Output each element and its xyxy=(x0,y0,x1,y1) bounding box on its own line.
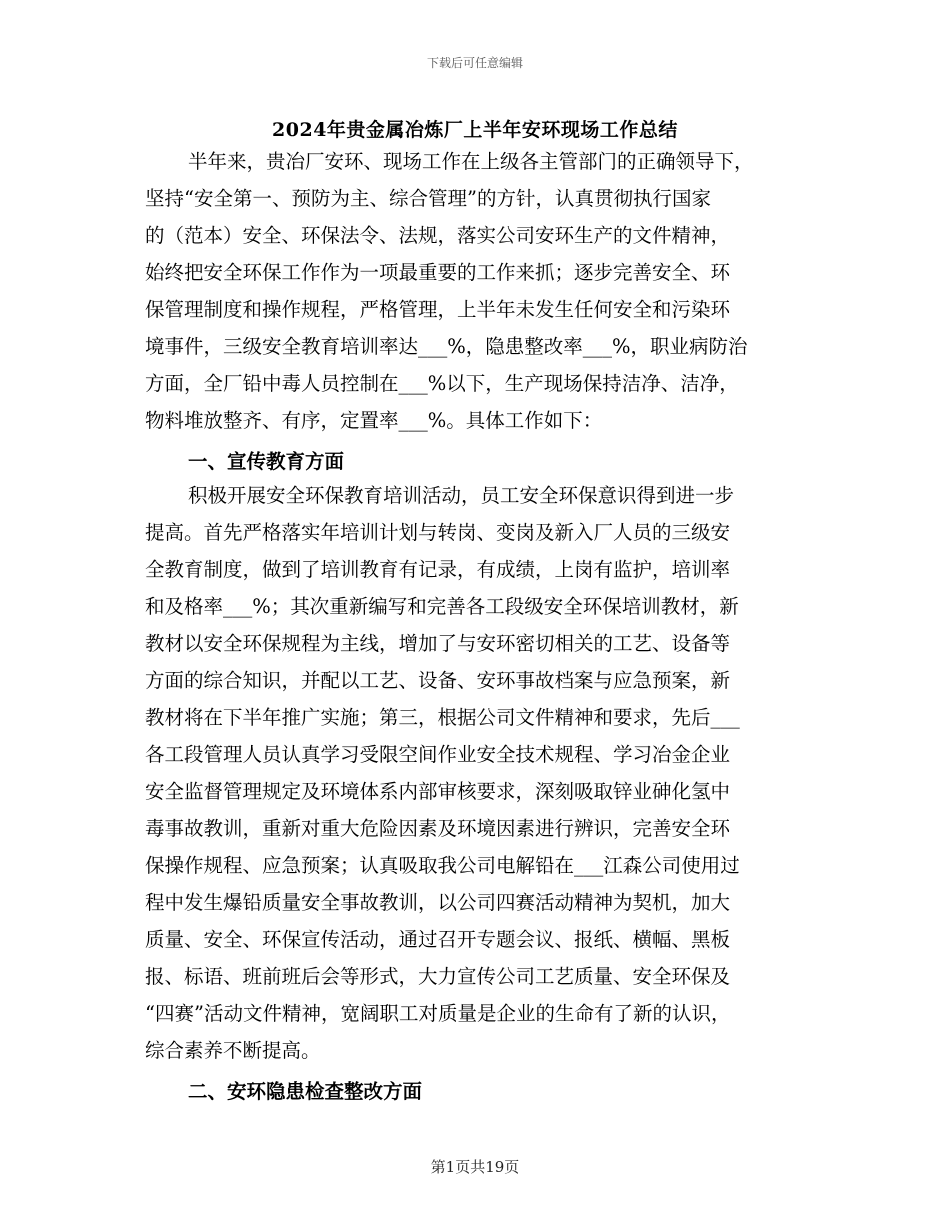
paragraph-2-line: 综合素养不断提高。 xyxy=(145,1039,321,1062)
paragraph-2-line: 程中发生爆铅质量安全事故教训，以公司四赛活动精神为契机，加大 xyxy=(145,891,731,914)
paragraph-2-line: 报、标语、班前班后会等形式，大力宣传公司工艺质量、安全环保及 xyxy=(145,965,731,988)
paragraph-1-line: 保管理制度和操作规程，严格管理，上半年未发生任何安全和污染环 xyxy=(145,298,731,321)
paragraph-2-line: 积极开展安全环保教育培训活动，员工安全环保意识得到进一步 xyxy=(188,484,735,507)
paragraph-1-line: 始终把安全环保工作作为一项最重要的工作来抓；逐步完善安全、环 xyxy=(145,261,731,284)
paragraph-1-line: 坚持“安全第一、预防为主、综合管理”的方针，认真贯彻执行国家 xyxy=(145,187,711,210)
paragraph-2-line: 各工段管理人员认真学习受限空间作业安全技术规程、学习冶金企业 xyxy=(145,743,731,766)
section-heading-2: 二、安环隐患检查整改方面 xyxy=(188,1080,423,1103)
page-number-footer: 第1页共19页 xyxy=(430,1158,520,1176)
section-heading-1: 一、宣传教育方面 xyxy=(188,450,345,473)
paragraph-1-line: 方面，全厂铅中毒人员控制在___%以下，生产现场保持洁净、洁净， xyxy=(145,372,739,395)
paragraph-2-line: 质量、安全、环保宣传活动，通过召开专题会议、报纸、横幅、黑板 xyxy=(145,928,731,951)
paragraph-2-line: 保操作规程、应急预案；认真吸取我公司电解铅在___江森公司使用过 xyxy=(145,854,740,877)
paragraph-2-line: 毒事故教训，重新对重大危险因素及环境因素进行辨识，完善安全环 xyxy=(145,817,731,840)
paragraph-1-line: 的（范本）安全、环保法令、法规，落实公司安环生产的文件精神， xyxy=(145,224,731,247)
paragraph-1-line: 境事件，三级安全教育培训率达___%，隐患整改率___%，职业病防治 xyxy=(145,335,748,358)
paragraph-1-line: 物料堆放整齐、有序，定置率___%。具体工作如下： xyxy=(145,409,603,432)
paragraph-1-line: 半年来，贵冶厂安环、现场工作在上级各主管部门的正确领导下， xyxy=(188,150,754,173)
paragraph-2-line: 和及格率___%；其次重新编写和完善各工段级安全环保培训教材，新 xyxy=(145,595,739,618)
paragraph-2-line: 全教育制度，做到了培训教育有记录，有成绩，上岗有监护，培训率 xyxy=(145,558,731,581)
paragraph-2-line: “四赛”活动文件精神，宽阔职工对质量是企业的生命有了新的认识， xyxy=(145,1002,731,1025)
paragraph-2-line: 方面的综合知识，并配以工艺、设备、安环事故档案与应急预案，新 xyxy=(145,669,731,692)
page-header-note: 下载后可任意编辑 xyxy=(426,56,523,70)
paragraph-2-line: 提高。首先严格落实年培训计划与转岗、变岗及新入厂人员的三级安 xyxy=(145,521,731,544)
paragraph-2-line: 安全监督管理规定及环境体系内部审核要求，深刻吸取锌业砷化氢中 xyxy=(145,780,731,803)
paragraph-2-line: 教材将在下半年推广实施；第三，根据公司文件精神和要求，先后___ xyxy=(145,706,740,729)
document-title: 2024年贵金属冶炼厂上半年安环现场工作总结 xyxy=(272,119,678,141)
paragraph-2-line: 教材以安全环保规程为主线，增加了与安环密切相关的工艺、设备等 xyxy=(145,632,731,655)
